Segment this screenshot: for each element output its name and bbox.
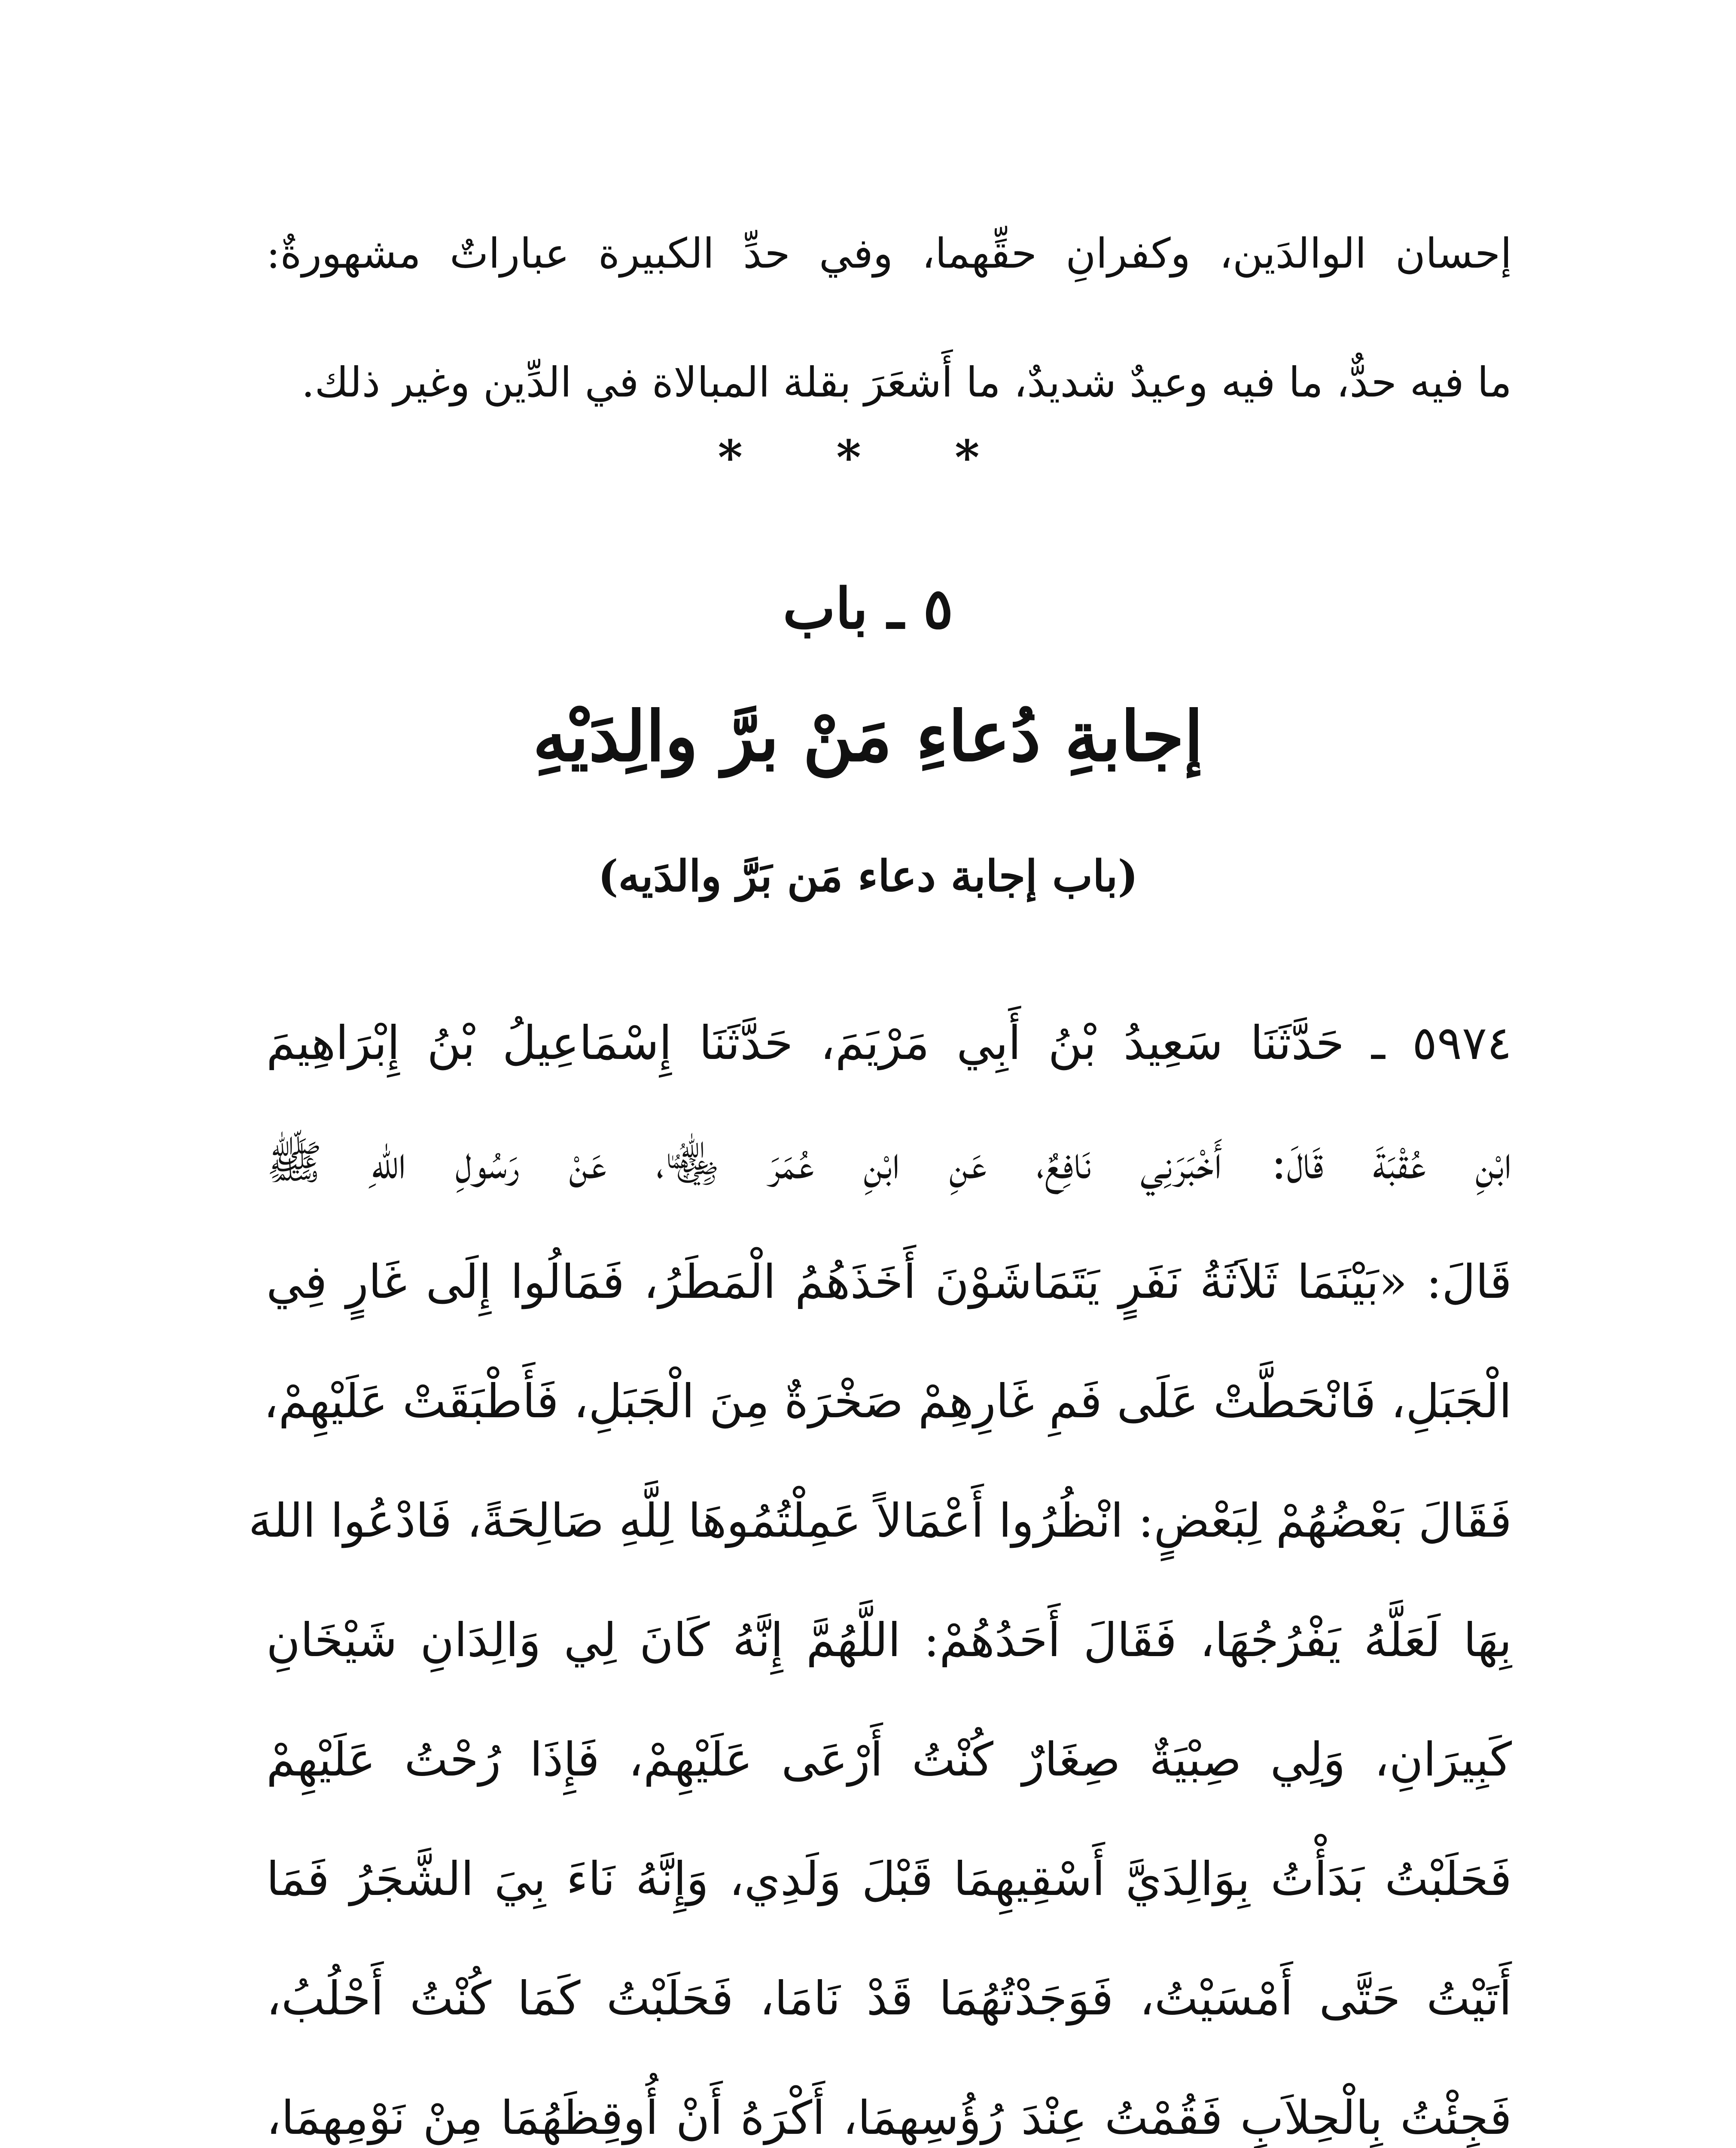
hadith-line: فَجِئْتُ بِالْحِلاَبِ فَقُمْتُ عِنْدَ رُؤُسِهِمَا، أَكْرَهُ أَنْ أُوقِظَهُمَا مِنْ نَوْمِهِمَا، xyxy=(266,2091,1512,2145)
chapter-subtitle: (باب إجابة دعاء مَن بَرَّ والدَيه) xyxy=(598,851,1138,901)
hadith-line: فَحَلَبْتُ بَدَأْتُ بِوَالِدَيَّ أَسْقِيهِمَا قَبْلَ وَلَدِي، وَإِنَّهُ نَاءَ بِيَ الشَّجَرُ فَمَا xyxy=(266,1852,1512,1906)
hadith-line: أَتَيْتُ حَتَّى أَمْسَيْتُ، فَوَجَدْتُهُمَا قَدْ نَامَا، فَحَلَبْتُ كَمَا كُنْتُ أَحْلُبُ، xyxy=(266,1972,1512,2026)
hadith-line: ابْنِ عُقْبَةَ قَالَ: أَخْبَرَنِي نَافِعٌ، عَنِ ابْنِ عُمَرَ ﵄، عَنْ رَسُولِ اللهِ ﷺ xyxy=(266,1136,1512,1190)
hadith-line: بِهَا لَعَلَّهُ يَفْرُجُهَا، فَقَالَ أَحَدُهُمْ: اللَّهُمَّ إِنَّهُ كَانَ لِي وَالِدَانِ شَيْخَانِ xyxy=(266,1614,1512,1667)
hadith-line: ٥٩٧٤ ـ حَدَّثَنَا سَعِيدُ بْنُ أَبِي مَرْيَمَ، حَدَّثَنَا إِسْمَاعِيلُ بْنُ إِبْرَاهِيمَ xyxy=(266,1016,1512,1070)
intro-paragraph xyxy=(266,189,1512,447)
chapter-title: إجابةِ دُعاءِ مَنْ برَّ والِدَيْهِ xyxy=(533,696,1203,777)
hadith-line: الْجَبَلِ، فَانْحَطَّتْ عَلَى فَمِ غَارِهِمْ صَخْرَةٌ مِنَ الْجَبَلِ، فَأَطْبَقَتْ عَلَيْهِمْ، xyxy=(263,1375,1512,1428)
hadith-line: فَقَالَ بَعْضُهُمْ لِبَعْضٍ: انْظُرُوا أَعْمَالاً عَمِلْتُمُوهَا لِلَّهِ صَالِحَةً، فَادْعُوا اللهَ xyxy=(248,1494,1512,1548)
intro-line: ما فيه حدٌّ، ما فيه وعيدٌ شديدٌ، ما أَشعَرَ بقلة المبالاة في الدِّين وغير ذلك. xyxy=(301,358,1512,406)
section-separator: * * * xyxy=(718,430,1018,485)
hadith-line: قَالَ: «بَيْنَمَا ثَلاَثَةُ نَفَرٍ يَتَمَاشَوْنَ أَخَذَهُمُ الْمَطَرُ، فَمَالُوا إِلَى غَارٍ فِي xyxy=(266,1255,1512,1309)
hadith-line: كَبِيرَانِ، وَلِي صِبْيَةٌ صِغَارٌ كُنْتُ أَرْعَى عَلَيْهِمْ، فَإِذَا رُحْتُ عَلَيْهِمْ xyxy=(266,1733,1512,1787)
chapter-number: ٥ ـ باب xyxy=(783,576,953,641)
intro-line: إحسان الوالدَين، وكفرانِ حقِّهما، وفي حدِّ الكبيرة عباراتٌ مشهورةٌ: xyxy=(266,229,1512,278)
hadith-text xyxy=(248,984,1512,2148)
